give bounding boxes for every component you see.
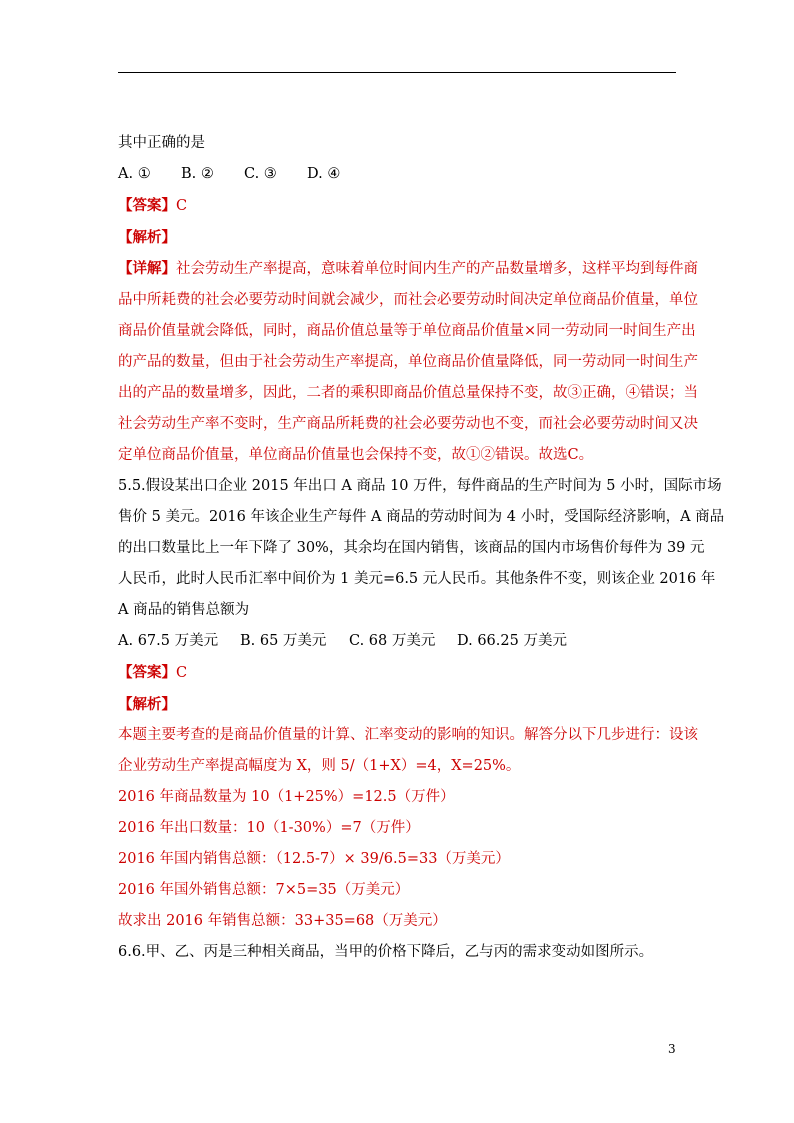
question-6-stem: 6.6.甲、乙、丙是三种相关商品，当甲的价格下降后，乙与丙的需求变动如图所示。 — [118, 944, 654, 960]
question-5-explanation-line: 2016 年国内销售总额：（12.5-7）× 39/6.5=33（万美元） — [118, 851, 510, 867]
option-c: C. 68 万美元 — [349, 633, 436, 649]
question-5-answer — [118, 657, 684, 689]
question-4-explanation-line: 出的产品的数量增多，因此，二者的乘积即商品价值总量保持不变，故③正确，④错误；当 — [118, 385, 698, 401]
answer-value: C — [176, 198, 188, 214]
question-4-analysis-tag: 【解析】 — [118, 229, 176, 246]
question-4-explanation-line: 品中所耗费的社会必要劳动时间就会减少，而社会必要劳动时间决定单位商品价值量，单位 — [118, 292, 698, 308]
question-5-options — [118, 626, 684, 657]
option-d: D. ④ — [307, 166, 341, 182]
question-5-stem-line: 5.5.假设某出口企业 2015 年出口 A 商品 10 万件，每件商品的生产时间为 5 小时，国际市场 — [118, 478, 722, 494]
question-5-explanation-line: 故求出 2016 年销售总额：33+35=68（万美元） — [118, 913, 447, 929]
option-a: A. ① — [118, 166, 151, 182]
question-5-explanation-line: 2016 年出口数量：10（1-30%）=7（万件） — [118, 820, 420, 836]
page-number: 3 — [668, 1042, 676, 1056]
detail-tag: 【详解】 — [118, 260, 176, 277]
option-b: B. ② — [181, 166, 214, 182]
question-4-explanation-line: 定单位商品价值量，单位商品价值量也会保持不变，故①②错误。故选C。 — [118, 447, 594, 463]
question-5-explanation-line: 2016 年国外销售总额：7×5=35（万美元） — [118, 882, 410, 898]
question-5-explanation-line: 2016 年商品数量为 10（1+25%）=12.5（万件） — [118, 789, 455, 805]
answer-tag: 【答案】 — [118, 664, 176, 681]
question-4-explanation-line: 的产品的数量，但由于社会劳动生产率提高，单位商品价值量降低，同一劳动同一时间生产 — [118, 354, 698, 370]
answer-tag: 【答案】 — [118, 197, 176, 214]
question-5-stem-line: 售价 5 美元。2016 年该企业生产每件 A 商品的劳动时间为 4 小时，受国际经济影响，A 商品 — [118, 509, 725, 525]
question-4-stem-end: 其中正确的是 — [118, 135, 205, 151]
question-5-stem-line: 人民币，此时人民币汇率中间价为 1 美元=6.5 元人民币。其他条件不变，则该企业 2016 年 — [118, 571, 716, 587]
question-4-explanation-line: 社会劳动生产率不变时，生产商品所耗费的社会必要劳动也不变，而社会必要劳动时间又决 — [118, 416, 698, 432]
option-d: D. 66.25 万美元 — [457, 633, 567, 649]
option-c: C. ③ — [244, 166, 277, 182]
question-4-options — [118, 159, 684, 190]
question-5-stem-line: A 商品的销售总额为 — [118, 602, 250, 618]
question-4-explanation-line: 商品价值量就会降低，同时，商品价值总量等于单位商品价值量×同一劳动同一时间生产出 — [118, 323, 696, 339]
question-5-explanation-line: 企业劳动生产率提高幅度为 X，则 5/（1+X）=4，X=25%。 — [118, 758, 521, 774]
question-5-analysis-tag: 【解析】 — [118, 696, 176, 713]
question-5-explanation-line: 本题主要考查的是商品价值量的计算、汇率变动的影响的知识。解答分以下几步进行：设该 — [118, 727, 698, 743]
question-4-answer — [118, 190, 684, 222]
header-rule — [118, 72, 676, 73]
question-4-explanation-line — [118, 253, 698, 285]
answer-value: C — [176, 665, 188, 681]
option-a: A. 67.5 万美元 — [118, 633, 219, 649]
option-b: B. 65 万美元 — [240, 633, 327, 649]
page-content — [118, 128, 725, 968]
explanation-text: 社会劳动生产率提高，意味着单位时间内生产的产品数量增多，这样平均到每件商 — [176, 261, 698, 277]
question-5-stem-line: 的出口数量比上一年下降了 30%，其余均在国内销售，该商品的国内市场售价每件为 39 元 — [118, 540, 705, 556]
